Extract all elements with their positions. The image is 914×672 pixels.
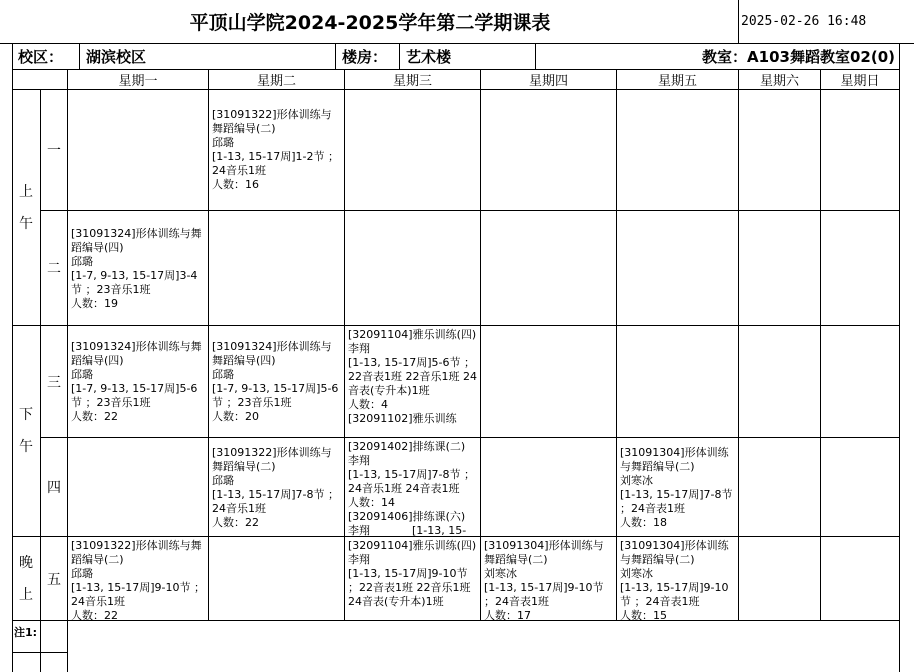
cell-thu-p2 [481,211,617,326]
period-1: 一 [41,90,68,211]
label-evening: 晚 上 [12,537,41,621]
course-mon-p2[interactable]: [31091324]形体训练与舞蹈编导(四) 邱璐 [1-7, 9-13, 15-17周]3-4节 ；23音乐1班 人数：19 [68,211,209,326]
cell-sun-p1 [821,90,900,211]
note-row-2-label [12,653,41,672]
period-4: 四 [41,438,68,537]
cell-sun-p3 [821,326,900,438]
cell-wed-p2 [345,211,481,326]
cell-tue-p2 [209,211,345,326]
header-sun: 星期日 [821,70,900,90]
cell-wed-p1 [345,90,481,211]
note-gap [41,621,68,653]
cell-mon-p4 [68,438,209,537]
course-tue-p3[interactable]: [31091324]形体训练与舞蹈编导(四) 邱璐 [1-7, 9-13, 15-17周]5-6节 ；23音乐1班 人数：20 [209,326,345,438]
course-thu-p5[interactable]: [31091304]形体训练与舞蹈编导(二) 刘寒冰 [1-13, 15-17周]9-10节 ；24音表1班 人数：17 [481,537,617,621]
cell-thu-p3 [481,326,617,438]
course-tue-p1[interactable]: [31091322]形体训练与舞蹈编导(二) 邱璐 [1-13, 15-17周]1-2节 ；24音乐1班 人数：16 [209,90,345,211]
header-mon: 星期一 [68,70,209,90]
building-label: 楼房： [336,44,400,70]
cell-sun-p2 [821,211,900,326]
course-tue-p4[interactable]: [31091322]形体训练与舞蹈编导(二) 邱璐 [1-13, 15-17周]7-8节 ；24音乐1班 人数：22 [209,438,345,537]
room-label: 教室： [702,48,748,66]
note-row-2-gap [41,653,68,672]
cell-mon-p1 [68,90,209,211]
course-wed-p5[interactable]: [32091104]雅乐训练(四) 李翔 [1-13, 15-17周]9-10节 ；22音表1班 22音乐1班 24音表(专升本)1班 [345,537,481,621]
header-corner [12,70,68,90]
course-fri-p5[interactable]: [31091304]形体训练与舞蹈编导(二) 刘寒冰 [1-13, 15-17周]9-10节 ；24音表1班 人数：15 [617,537,739,621]
timestamp: 2025-02-26 16:48 [738,0,914,44]
cell-thu-p4 [481,438,617,537]
period-3: 三 [41,326,68,438]
course-wed-p4[interactable]: [32091402]排练课(二) 李翔 [1-13, 15-17周]7-8节 ；24音乐1班 24音表1班 人数：14 [32091406]排练课(六) 李翔 [1-13, 15- [345,438,481,537]
cell-sat-p1 [739,90,821,211]
label-morning: 上 午 [12,90,41,326]
building-value: 艺术楼 [400,44,536,70]
cell-sun-p4 [821,438,900,537]
course-mon-p3[interactable]: [31091324]形体训练与舞蹈编导(四) 邱璐 [1-7, 9-13, 15-17周]5-6节 ；23音乐1班 人数：22 [68,326,209,438]
cell-thu-p1 [481,90,617,211]
cell-tue-p5 [209,537,345,621]
note-label: 注1: [12,621,41,653]
cell-sun-p5 [821,537,900,621]
header-wed: 星期三 [345,70,481,90]
course-wed-p3[interactable]: [32091104]雅乐训练(四) 李翔 [1-13, 15-17周]5-6节 ；22音表1班 22音乐1班 24音表(专升本)1班 人数：4 [32091102]雅乐训练 [345,326,481,438]
cell-sat-p3 [739,326,821,438]
campus-label: 校区： [12,44,80,70]
label-afternoon: 下 午 [12,326,41,537]
room-value: A103舞蹈教室02(0) [747,48,895,66]
period-5: 五 [41,537,68,621]
cell-sat-p4 [739,438,821,537]
header-thu: 星期四 [481,70,617,90]
campus-value: 湖滨校区 [80,44,336,70]
room-info [536,44,900,70]
period-2: 二 [41,211,68,326]
cell-sat-p5 [739,537,821,621]
note-content [68,621,900,672]
course-fri-p4[interactable]: [31091304]形体训练与舞蹈编导(二) 刘寒冰 [1-13, 15-17周]7-8节 ；24音表1班 人数：18 [617,438,739,537]
header-fri: 星期五 [617,70,739,90]
cell-fri-p3 [617,326,739,438]
cell-sat-p2 [739,211,821,326]
header-tue: 星期二 [209,70,345,90]
course-mon-p5[interactable]: [31091322]形体训练与舞蹈编导(二) 邱璐 [1-13, 15-17周]9-10节 ；24音乐1班 人数：22 [68,537,209,621]
cell-fri-p2 [617,211,739,326]
page-title: 平顶山学院2024-2025学年第二学期课表 [0,0,740,44]
cell-fri-p1 [617,90,739,211]
header-sat: 星期六 [739,70,821,90]
